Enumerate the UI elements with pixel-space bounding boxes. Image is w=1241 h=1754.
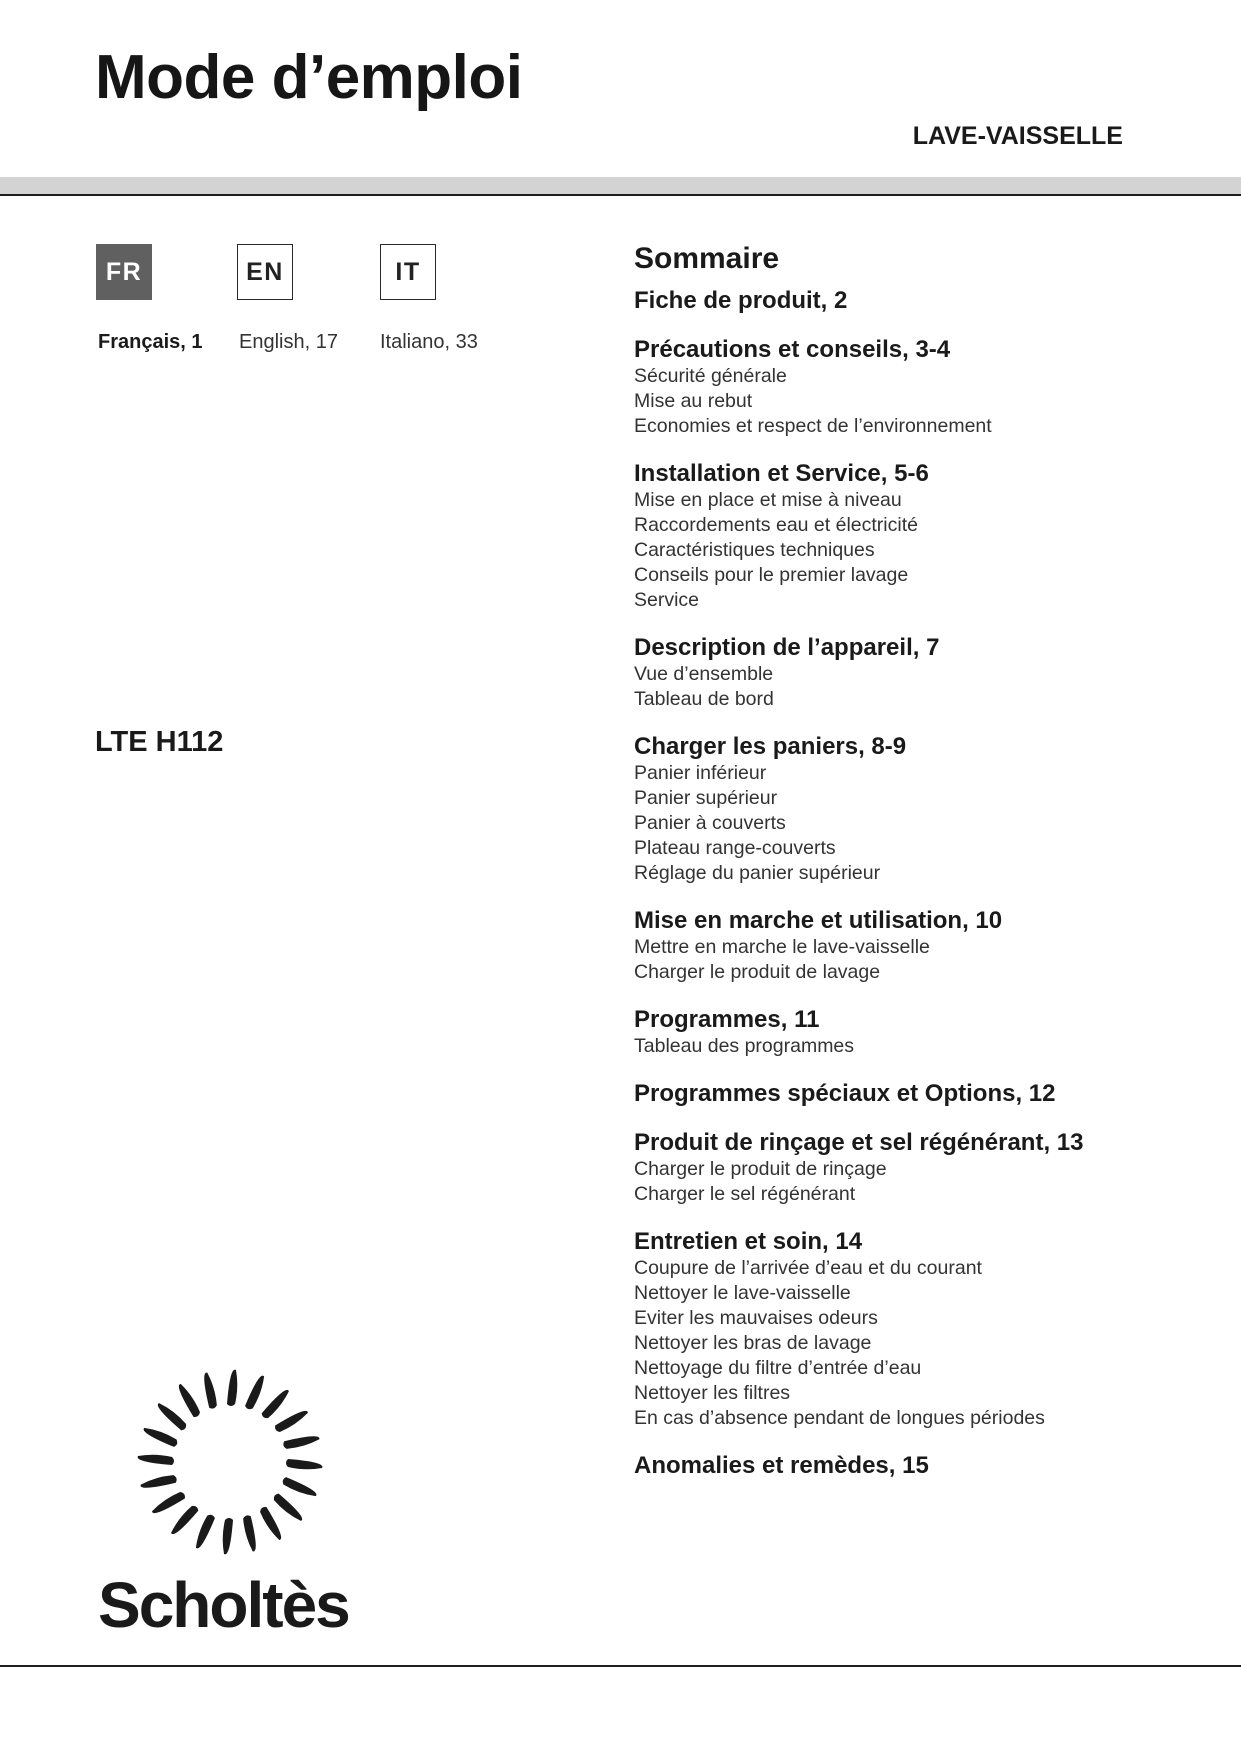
toc-item: Nettoyer les filtres xyxy=(634,1382,791,1404)
toc-item: Tableau de bord xyxy=(634,688,774,710)
toc-heading[interactable]: Mise en marche et utilisation, 10 xyxy=(634,907,1003,934)
toc-item: Mise au rebut xyxy=(634,390,753,412)
toc-heading[interactable]: Produit de rinçage et sel régénérant, 13 xyxy=(634,1129,1084,1156)
header-divider-band xyxy=(0,177,1241,196)
language-tab-fr[interactable]: FR xyxy=(96,244,152,300)
toc-item: Mise en place et mise à niveau xyxy=(634,489,902,511)
toc-heading[interactable]: Installation et Service, 5-6 xyxy=(634,460,929,487)
toc-item: Nettoyer le lave-vaisselle xyxy=(634,1282,851,1304)
page-title: Mode d’emploi xyxy=(95,43,523,112)
toc-item: Plateau range-couverts xyxy=(634,837,836,859)
toc-item: Caractéristiques techniques xyxy=(634,539,875,561)
toc-section xyxy=(634,633,1214,712)
sun-ray xyxy=(195,1513,216,1551)
sun-ray xyxy=(260,1385,290,1420)
toc-heading[interactable]: Anomalies et remèdes, 15 xyxy=(634,1452,929,1479)
product-category: LAVE-VAISSELLE xyxy=(912,122,1123,150)
toc-section xyxy=(634,732,1214,886)
toc-heading[interactable]: Programmes spéciaux et Options, 12 xyxy=(634,1080,1056,1107)
toc-section xyxy=(634,1128,1214,1207)
toc-section xyxy=(634,1005,1214,1059)
sun-ray xyxy=(274,1405,309,1435)
toc-item: Conseils pour le premier lavage xyxy=(634,564,909,586)
sun-ray xyxy=(282,1431,320,1452)
toc-section xyxy=(634,335,1214,439)
toc-item: Panier inférieur xyxy=(634,762,767,784)
sun-ray xyxy=(141,1427,179,1448)
toc-item: Economies et respect de l’environnement xyxy=(634,415,992,437)
toc-item: Nettoyage du filtre d’entrée d’eau xyxy=(634,1357,922,1379)
sun-ray xyxy=(199,1372,220,1410)
language-label-fr: Français, 1 xyxy=(98,331,203,353)
toc-item: En cas d’absence pendant de longues périodes xyxy=(634,1407,1045,1429)
toc-item: Eviter les mauvaises odeurs xyxy=(634,1307,878,1329)
sun-ray xyxy=(153,1402,188,1432)
sun-ray xyxy=(257,1506,287,1541)
sun-logo-icon xyxy=(130,1362,330,1562)
toc-title: Sommaire xyxy=(634,242,780,275)
toc-item: Sécurité générale xyxy=(634,365,787,387)
toc-section xyxy=(634,286,1214,315)
toc-section xyxy=(634,1227,1214,1431)
model-number: LTE H112 xyxy=(95,726,224,758)
sun-ray xyxy=(223,1518,233,1554)
language-label-en: English, 17 xyxy=(239,331,338,353)
toc-section xyxy=(634,459,1214,613)
brand-logo: Scholtès xyxy=(98,1569,349,1641)
toc-section xyxy=(634,906,1214,985)
toc-heading[interactable]: Programmes, 11 xyxy=(634,1006,820,1033)
toc-heading[interactable]: Fiche de produit, 2 xyxy=(634,287,848,314)
toc-item: Panier supérieur xyxy=(634,787,778,809)
sun-ray xyxy=(286,1459,322,1469)
sun-ray xyxy=(151,1489,186,1519)
language-label-it: Italiano, 33 xyxy=(380,331,478,353)
sun-ray xyxy=(240,1514,261,1552)
toc-item: Réglage du panier supérieur xyxy=(634,862,881,884)
sun-ray xyxy=(244,1373,265,1411)
toc-heading[interactable]: Description de l’appareil, 7 xyxy=(634,634,940,661)
sun-ray xyxy=(140,1472,178,1493)
toc-item: Raccordements eau et électricité xyxy=(634,514,918,536)
toc-heading[interactable]: Charger les paniers, 8-9 xyxy=(634,733,907,760)
language-tab-en[interactable]: EN xyxy=(237,244,293,300)
toc-item: Service xyxy=(634,589,700,611)
toc-item: Charger le sel régénérant xyxy=(634,1183,856,1205)
table-of-contents xyxy=(634,238,1214,1500)
toc-item: Tableau des programmes xyxy=(634,1035,855,1057)
sun-ray xyxy=(271,1492,306,1522)
language-tab-it[interactable]: IT xyxy=(380,244,436,300)
sun-ray xyxy=(227,1370,237,1406)
toc-section xyxy=(634,1079,1214,1108)
toc-section xyxy=(634,1451,1214,1480)
sun-ray xyxy=(281,1476,319,1497)
toc-heading[interactable]: Entretien et soin, 14 xyxy=(634,1228,863,1255)
footer-divider xyxy=(0,1665,1241,1667)
sun-ray xyxy=(170,1503,200,1538)
toc-item: Charger le produit de rinçage xyxy=(634,1158,887,1180)
toc-item: Coupure de l’arrivée d’eau et du courant xyxy=(634,1257,982,1279)
toc-item: Vue d’ensemble xyxy=(634,663,774,685)
toc-item: Panier à couverts xyxy=(634,812,786,834)
sun-ray xyxy=(138,1455,174,1465)
sun-ray xyxy=(173,1383,203,1418)
toc-item: Nettoyer les bras de lavage xyxy=(634,1332,872,1354)
toc-item: Mettre en marche le lave-vaisselle xyxy=(634,936,930,958)
toc-item: Charger le produit de lavage xyxy=(634,961,881,983)
toc-heading[interactable]: Précautions et conseils, 3-4 xyxy=(634,336,951,363)
toc-sections xyxy=(634,286,1214,1480)
